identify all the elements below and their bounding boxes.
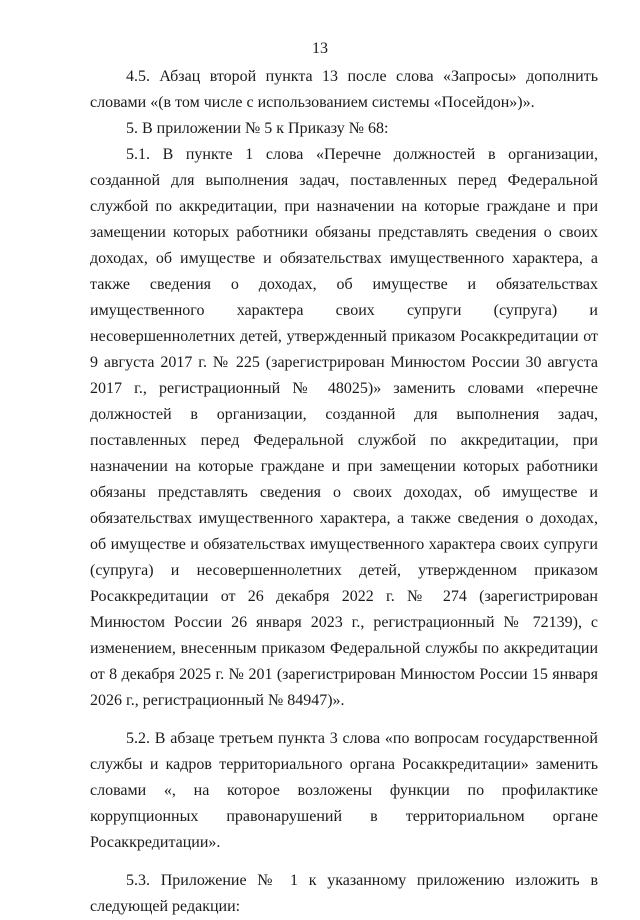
paragraph-5: 5. В приложении № 5 к Приказу № 68: bbox=[126, 120, 389, 137]
paragraph-5-1: 5.1. В пункте 1 слова «Перечне должностей в организации, созданной для выполнения задач, поставленных перед Федеральной службой по аккредитации, при назначении на которые граждане и при замещении которых работники обязаны представлять сведения о своих доходах, об имуществе и обязательствах имущественного характера, а также сведения о доходах, об имуществе и обязательствах имущественного характера своих супруги (супруга) и несовершеннолетних детей, утвержденный приказом Росаккредитации от 9 августа 2017 г. № 225 (зарегистрирован Минюстом России 30 августа 2017 г., регистрационный № 48025)» заменить словами «перечне должностей в организации, созданной для выполнения задач, поставленных перед Федеральной службой по аккредитации, при назначении на которые граждане и при замещении которых работники обязаны представлять сведения о своих доходах, об имуществе и обязательствах имущественного характера, а также сведения о доходах, об имуществе и обязательствах имущественного характера своих супруги (супруга) и несовершеннолетних детей, утвержденном приказом Росаккредитации от 26 декабря 2022 г. № 274 (зарегистрирован Минюстом России 26 января 2023 г., регистрационный № 72139), с изменением, внесенным приказом Федеральной службы по аккредитации от 8 декабря 2025 г. № 201 (зарегистрирован Минюстом России 15 января 2026 г., регистрационный № 84947)». bbox=[90, 146, 598, 709]
page-number: 13 bbox=[312, 40, 328, 57]
paragraph-4-5: 4.5. Абзац второй пункта 13 после слова «Запросы» дополнить словами «(в том числе с использованием системы «Посейдон»)». bbox=[90, 68, 598, 111]
document-body bbox=[90, 64, 598, 920]
paragraph-5-3: 5.3. Приложение № 1 к указанному приложению изложить в следующей редакции: bbox=[90, 872, 598, 915]
paragraph-5-2: 5.2. В абзаце третьем пункта 3 слова «по вопросам государственной службы и кадров территориального органа Росаккредитации» заменить словами «, на которое возложены функции по профилактике коррупционных правонарушений в территориальном органе Росаккредитации». bbox=[90, 730, 598, 851]
